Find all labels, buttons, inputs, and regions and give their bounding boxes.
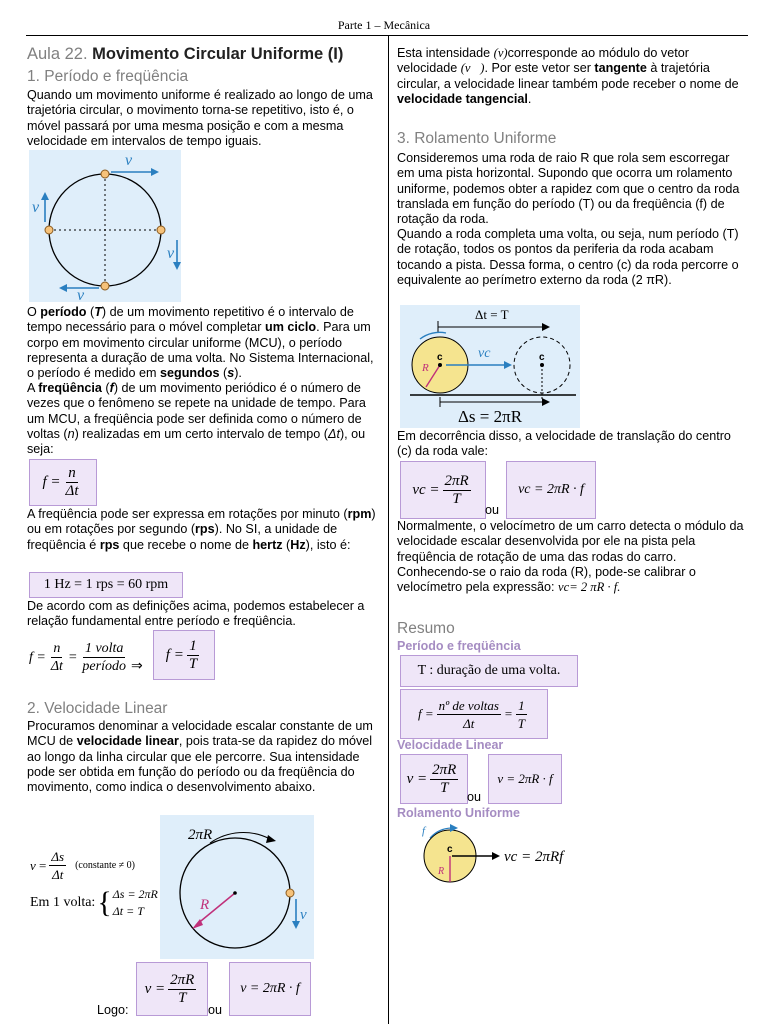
lesson-heading xyxy=(27,45,387,64)
svg-text:Δs = 2πR: Δs = 2πR xyxy=(458,407,523,426)
lesson-number: Aula 22. xyxy=(27,45,88,63)
circle-velocity-diagram xyxy=(29,150,181,302)
header-rule xyxy=(26,35,748,36)
lesson-title: Movimento Circular Uniforme (I) xyxy=(92,45,344,63)
units-paragraph: A freqüência pode ser expressa em rotações por minuto (rpm) ou em rotações por segundo (rps). No SI, a unidade de freqüência é rps que recebe o nome de hertz (Hz), isto é: xyxy=(27,507,376,552)
relation-equation: f = n Δt = 1 volta período ⇒ xyxy=(29,641,143,674)
rolling-wheel-figure xyxy=(400,305,580,428)
speedometer-paragraph: Normalmente, o velocímetro de um carro detecta o módulo da velocidade escalar desenvolvida por ele na pista pela freqüência de rotação de uma das rodas do carro. Conhecendo-se o raio da roda (R), pode-se calibrar o velocímetro pela expressão: vc= 2 πR · f. xyxy=(397,519,744,595)
svg-text:R: R xyxy=(200,897,210,913)
one-turn-equations: Em 1 volta: { Δs = 2πR Δt = T xyxy=(30,886,158,919)
frequency-formula: f = n Δt xyxy=(29,459,97,506)
rolling-paragraph-1: Consideremos uma roda de raio R que rola sem escorregar em uma pista horizontal. Supondo que ocorra um rolamento uniforme, podemos obter a rapidez com que o centro da roda translada em função do período (T) ou da freqüência (f) de rotação da roda. xyxy=(397,151,740,227)
summary-linear-velocity: Velocidade Linear xyxy=(397,738,504,752)
svg-text:c: c xyxy=(447,844,453,855)
hertz-formula: 1 Hz = 1 rps = 60 rpm xyxy=(29,572,183,598)
svg-text:R: R xyxy=(438,866,445,877)
svg-text:vc: vc xyxy=(478,346,491,361)
velocity-frequency-formula: v = 2πR · f xyxy=(229,962,311,1016)
vc-period-formula: vc = $\frac{2\pi R}{T}$ xyxy=(400,461,486,519)
section2-title: 2. Velocidade Linear xyxy=(27,700,168,717)
or-label: ou xyxy=(467,790,482,804)
summary-velocity-period-formula: v = $\frac{2\pi R}{T}$ xyxy=(400,754,468,804)
section3-title: 3. Rolamento Uniforme xyxy=(397,130,557,147)
frequency-period-formula: f = 1 T xyxy=(153,630,215,680)
summary-period-frequency: Período e freqüência xyxy=(397,639,521,653)
section2-paragraph: Procuramos denominar a velocidade escalar constante de um MCU de velocidade linear, pois trata-se da rapidez do móvel ao longo da linha circular que ele percorre. Sua intensidade pode ser obtida em função do período ou da freqüência do movimento, como indica o desenvolvimento abaixo. xyxy=(27,719,373,795)
center-velocity-paragraph: Em decorrência disso, a velocidade de translação do centro (c) da roda vale: xyxy=(397,429,731,459)
summary-rolling-diagram xyxy=(416,820,576,886)
frequency-paragraph: A freqüência (f) de um movimento periódico é o número de vezes que o fenômeno se repete na unidade de tempo. Para um MCU, a freqüência pode ser definida como o número de voltas (n) realizadas em um certo intervalo de tempo (Δt), ou seja: xyxy=(27,381,366,457)
svg-text:v: v xyxy=(32,199,40,216)
svg-text:v: v xyxy=(77,287,85,302)
implies-arrow: ⇒ xyxy=(130,659,143,674)
summary-title: Resumo xyxy=(397,620,455,637)
period-definition: T : duração de uma volta. xyxy=(400,655,578,687)
logo-label: Logo: xyxy=(97,1003,129,1017)
velocity-period-formula: v = $\frac{2\pi R}{T}$ xyxy=(136,962,208,1016)
svg-text:2πR: 2πR xyxy=(188,827,213,843)
svg-text:R: R xyxy=(422,362,429,374)
velocity-definition: v = Δs Δt (constante ≠ 0) xyxy=(30,849,135,882)
period-paragraph: O período (T) de um movimento repetitivo é o intervalo de tempo necessário para o móvel completar um ciclo. Para um corpo em movimento circular uniforme (MCU), o período representa a duração de uma volta. No Sistema Internacional, o período é medido em segundos (s). xyxy=(27,305,374,381)
svg-text:v: v xyxy=(300,907,307,923)
rolling-wheel-diagram xyxy=(400,305,580,428)
section1-intro: Quando um movimento uniforme é realizado ao longo de uma trajetória circular, o movimento torna-se repetitivo, isto é, o móvel passará por uma mesma posição e com a mesma velocidade em intervalos de tempo iguais. xyxy=(27,88,373,148)
linear-velocity-diagram xyxy=(160,815,314,959)
svg-text:c: c xyxy=(539,352,545,363)
or-label: ou xyxy=(208,1003,223,1017)
vc-frequency-formula: vc = 2πR · f xyxy=(506,461,596,519)
relation-paragraph: De acordo com as definições acima, podemos estabelecer a relação fundamental entre período e freqüência. xyxy=(27,599,365,629)
summary-rolling-figure xyxy=(416,820,576,886)
svg-text:f: f xyxy=(422,825,426,837)
section1-title: 1. Período e freqüência xyxy=(27,68,189,85)
svg-text:c: c xyxy=(437,352,443,363)
tangential-velocity-paragraph: Esta intensidade (v)corresponde ao módulo do vetor velocidade (v⃗). Por este vetor ser tangente à trajetória circular, a velocidade linear também pode receber o nome de velocidade tangencial. xyxy=(397,46,739,106)
circular-motion-figure xyxy=(29,150,181,302)
svg-text:Δt = T: Δt = T xyxy=(475,307,509,322)
summary-uniform-rolling: Rolamento Uniforme xyxy=(397,806,520,820)
svg-text:vc = 2πRf: vc = 2πRf xyxy=(504,849,564,865)
summary-velocity-frequency-formula: v = 2πR · f xyxy=(488,754,562,804)
svg-text:v: v xyxy=(167,245,175,262)
velocity-label: v xyxy=(125,152,133,169)
page-header xyxy=(0,0,768,36)
linear-velocity-figure xyxy=(160,815,314,959)
or-label: ou xyxy=(485,503,500,517)
rolling-paragraph-2: Quando a roda completa uma volta, ou seja, num período (T) de rotação, todos os pontos da periferia da roda acabam tocando a pista. Dessa forma, o centro (c) da roda percorre o equivalente ao perímetro externo da roda (2 πR). xyxy=(397,227,739,287)
summary-frequency-formula: f = nº de voltas Δt = 1 T xyxy=(400,689,548,739)
header-title: Parte 1 – Mecânica xyxy=(337,18,431,32)
column-divider xyxy=(388,36,389,1024)
